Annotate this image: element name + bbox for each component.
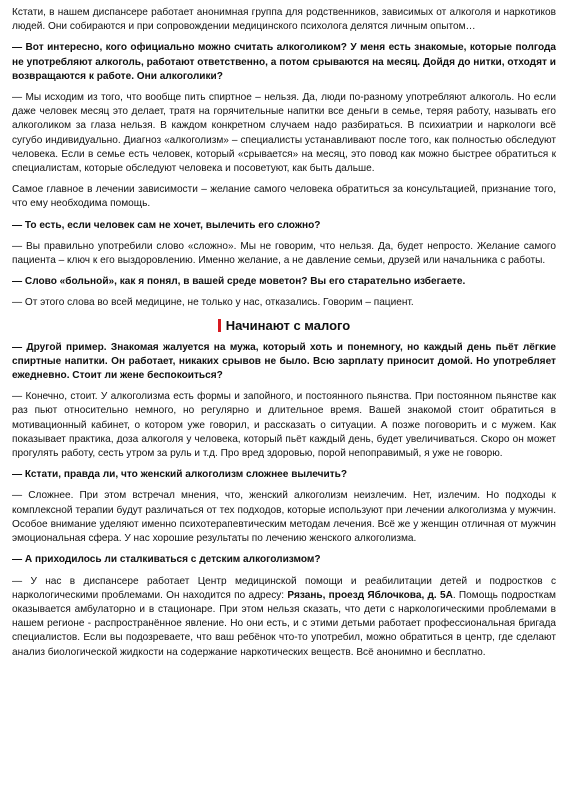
interview-question: — Кстати, правда ли, что женский алкоголизм сложнее вылечить? [12,469,348,481]
heading-accent-bar [218,319,221,332]
section-heading [12,318,556,334]
interview-answer: — Сложнее. При этом встречал мнения, что, женский алкоголизм неизлечим. Нет, излечим. Но подходы к комплексной терапии будут различаться от тех подходов, которые используют при лечении алкоголизма у мужчин. Особое внимание уделяют именно психотерапевтическим методам лечения. Всё же у женщин отличная от мужчин эмоциональная сфера. У нас хорошие результаты по лечению женского алкоголизма. [12,490,556,545]
interview-question: — Вот интересно, кого официально можно считать алкоголиком? У меня есть знакомые, которые полгода не употребляют алкоголь, работают ответственно, а потом срываются на месяц. Дойдя до нитки, отходят и возвращаются к работе. Они алкоголики? [12,42,556,82]
interview-answer: — От этого слова во всей медицине, не только у нас, отказались. Говорим – пациент. [12,297,414,309]
article-paragraph: Кстати, в нашем диспансере работает анонимная группа для родственников, зависимых от алкоголя и наркотиков людей. Они собираются и при сопровождении медицинского психолога делятся личным опытом… [12,7,556,33]
article-paragraph: Самое главное в лечении зависимости – желание самого человека обратиться за консультацией, признание того, что ему необходима помощь. [12,184,556,210]
interview-answer [12,575,556,660]
interview-question: — То есть, если человек сам не хочет, вылечить его сложно? [12,219,321,231]
answer-text: — У нас в диспансере работает Центр медицинской помощи и реабилитации детей и подростков с наркологическими проблемами. Он находится по адресу: [12,575,556,601]
interview-answer: — Мы исходим из того, что вообще пить спиртное – нельзя. Да, люди по-разному употребляют алкоголь. Но если даже человек месяц это делает, тратя на горячительные напитки все деньги в семье, теряя работу, называть его алкоголиком за глаза нельзя. В каждом конкретном случаем надо разбираться. В психиатрии и наркологи всё сугубо индивидуально. Диагноз «алкоголизм» – специалисты устанавливают после того, как полностью обследуют человека. Если в семье есть человек, который «срывается» на месяц, это повод как можно быстрее обратиться к специалистам, которые обследуют человека и посоветуют, как быть дальше. [12,92,556,175]
answer-text: . Помощь подросткам оказывается амбулаторно и в стационаре. При этом нельзя сказать, что дети с наркологическими проблемами в нашем регионе - распространённое явление. Но они есть, и с этими детьми работает профессиональная бригада специалистов. Если вы подозреваете, что ваш ребёнок что-то употребил, можно обратиться в центр, где сделают анализ биологической жидкости на содержание наркотических веществ. Всё анонимно и бесплатно. [12,589,556,658]
interview-question: — А приходилось ли сталкиваться с детским алкоголизмом? [12,554,321,566]
interview-answer: — Конечно, стоит. У алкоголизма есть формы и запойного, и постоянного пьянства. При постоянном пьянстве как раз пьют относительно немного, но регулярно и длительное время. Вашей знакомой стоит обратиться в мотивационный кабинет, о котором уже говорил, и рассказать о ситуации. А позже поговорить и с мужем. Как показывает практика, доза алкоголя у человека, который пьёт каждый день, будет увеличиваться. Скоро он может прогулять работу, сесть утром за руль и т.д. Про вред здоровью, порой непоправимый, я уже не говорю. [12,391,556,460]
section-heading-text: Начинают с малого [225,317,351,333]
interview-answer: — Вы правильно употребили слово «сложно». Мы не говорим, что нельзя. Да, будет непросто. Желание самого пациента – ключ к его выздоровлению. Именно желание, а не давление семьи, друзей или начальника с работы. [12,240,556,267]
interview-question: — Слово «больной», как я понял, в вашей среде моветон? Вы его старательно избегаете. [12,276,466,288]
interview-question: — Другой пример. Знакомая жалуется на мужа, который хоть и понемногу, но каждый день пьёт лёгкие спиртные напитки. Он работает, никаких срывов не было. Всю зарплату приносит домой. Но употребляет ежедневно. Стоит ли жене беспокоиться? [12,341,556,382]
clinic-address: Рязань, проезд Яблочкова, д. 5А [287,589,453,601]
